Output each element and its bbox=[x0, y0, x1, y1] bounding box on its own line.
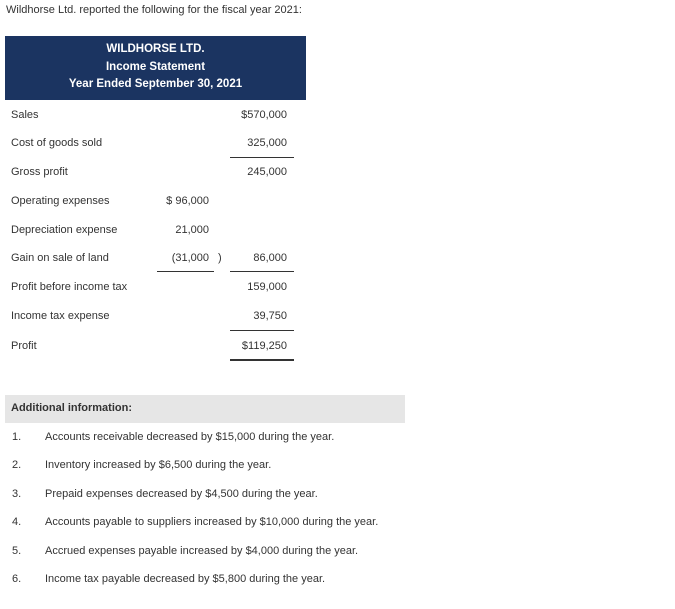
row-label: Income tax expense bbox=[11, 310, 110, 322]
statement-title: Income Statement bbox=[105, 60, 206, 73]
item-text: Inventory increased by $6,500 during the year. bbox=[45, 459, 272, 471]
list-item bbox=[0, 573, 420, 591]
row-amount: 325,000 bbox=[247, 137, 287, 149]
row-amount: $570,000 bbox=[241, 109, 287, 121]
item-number: 1. bbox=[12, 431, 22, 443]
list-item bbox=[0, 545, 420, 563]
item-text: Income tax payable decreased by $5,800 during the year. bbox=[45, 573, 326, 585]
list-item bbox=[0, 459, 420, 477]
item-text: Prepaid expenses decreased by $4,500 during the year. bbox=[45, 488, 318, 500]
row-amount-inner: 21,000 bbox=[175, 224, 209, 236]
row-label: Cost of goods sold bbox=[11, 137, 103, 149]
intro-text: Wildhorse Ltd. reported the following for the fiscal year 2021: bbox=[6, 4, 302, 16]
row-label: Profit before income tax bbox=[11, 281, 128, 293]
row-amount: 159,000 bbox=[247, 281, 287, 293]
item-number: 2. bbox=[12, 459, 22, 471]
item-text: Accounts payable to suppliers increased by $10,000 during the year. bbox=[45, 516, 379, 528]
item-text: Accrued expenses payable increased by $4,000 during the year. bbox=[45, 545, 359, 557]
row-income-tax bbox=[0, 308, 320, 328]
closing-paren: ) bbox=[218, 252, 222, 264]
row-label: Gain on sale of land bbox=[11, 252, 109, 264]
row-cogs bbox=[0, 135, 320, 155]
item-number: 4. bbox=[12, 516, 22, 528]
row-amount: 86,000 bbox=[253, 252, 287, 264]
item-text: Accounts receivable decreased by $15,000 during the year. bbox=[45, 431, 335, 443]
row-label: Profit bbox=[11, 340, 37, 352]
statement-header bbox=[5, 36, 306, 100]
row-sales bbox=[0, 107, 320, 127]
row-gain-on-sale bbox=[0, 250, 320, 270]
row-amount-inner: $ 96,000 bbox=[166, 195, 209, 207]
additional-info-heading: Additional information: bbox=[5, 395, 405, 423]
row-profit bbox=[0, 338, 320, 358]
row-label: Sales bbox=[11, 109, 39, 121]
underline-rule bbox=[230, 157, 294, 158]
row-label: Gross profit bbox=[11, 166, 68, 178]
underline-rule bbox=[157, 271, 214, 272]
list-item bbox=[0, 516, 420, 534]
row-gross-profit bbox=[0, 164, 320, 184]
row-amount: $119,250 bbox=[241, 340, 287, 352]
underline-rule bbox=[230, 271, 294, 272]
row-amount: 245,000 bbox=[247, 166, 287, 178]
list-item bbox=[0, 431, 420, 449]
underline-rule bbox=[230, 330, 294, 331]
row-amount: 39,750 bbox=[253, 310, 287, 322]
double-underline-rule bbox=[230, 359, 294, 361]
row-label: Operating expenses bbox=[11, 195, 110, 207]
row-profit-before-tax bbox=[0, 279, 320, 299]
list-item bbox=[0, 488, 420, 506]
statement-period: Year Ended September 30, 2021 bbox=[68, 78, 243, 90]
row-depreciation bbox=[0, 222, 320, 242]
item-number: 5. bbox=[12, 545, 22, 557]
company-name: WILDHORSE LTD. bbox=[106, 43, 205, 55]
row-label: Depreciation expense bbox=[11, 224, 118, 236]
row-operating-expenses bbox=[0, 193, 320, 213]
item-number: 6. bbox=[12, 573, 22, 585]
row-amount-inner: (31,000 bbox=[171, 252, 209, 264]
item-number: 3. bbox=[12, 488, 22, 500]
